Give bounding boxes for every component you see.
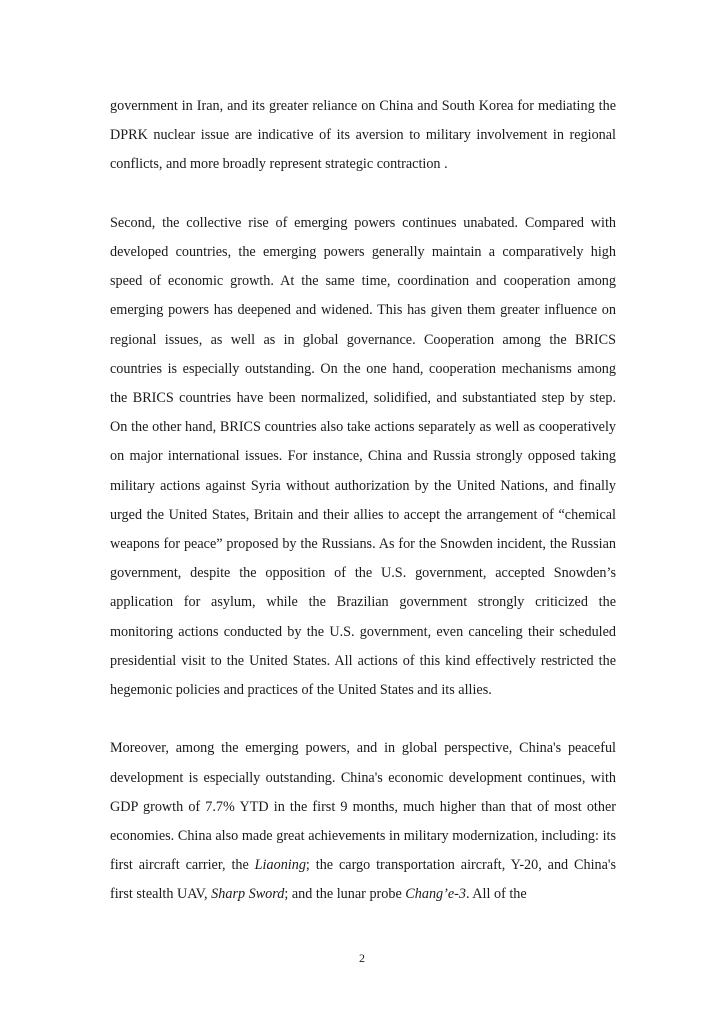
text-segment: . All of the [465,886,527,903]
ship-name-liaoning: Liaoning [254,857,306,874]
paragraph-china-development [110,734,616,909]
paragraph-iran-contraction: government in Iran, and its greater reliance on China and South Korea for mediating the DPRK nuclear issue are indicative of its aversion to military involvement in regional conflicts, and more broadly represent strategic contraction . [110,98,616,173]
text-segment: ; the cargo transportation aircraft, Y-20, and China's first stealth UAV, [110,857,617,903]
body-text [110,92,616,910]
page-number: 2 [359,951,365,965]
text-segment: ; and the lunar probe [284,886,406,903]
uav-name-sharp-sword: Sharp Sword [211,886,285,903]
paragraph-emerging-powers: Second, the collective rise of emerging powers continues unabated. Compared with developed countries, the emerging powers generally maintain a comparatively high speed of economic growth. At the same time, coordination and cooperation among emerging powers has deepened and widened. This has given them greater influence on regional issues, as well as in global governance. Cooperation among the BRICS countries is especially outstanding. On the one hand, cooperation mechanisms among the BRICS countries have been normalized, solidified, and substantiated step by step. On the other hand, BRICS countries also take actions separately as well as cooperatively on major international issues. For instance, China and Russia strongly opposed taking military actions against Syria without authorization by the United Nations, and finally urged the United States, Britain and their allies to accept the arrangement of “chemical weapons for peace” proposed by the Russians. As for the Snowden incident, the Russian government, despite the opposition of the U.S. government, accepted Snowden’s application for asylum, while the Brazilian government strongly criticized the monitoring actions conducted by the U.S. government, even canceling their scheduled presidential visit to the United States. All actions of this kind effectively restricted the hegemonic policies and practices of the United States and its allies. [110,214,616,699]
text-segment: Moreover, among the emerging powers, and in global perspective, China's peaceful development is especially outstanding. China's economic development continues, with GDP growth of 7.7% YTD in the first 9 months, much higher than that of most other economies. China also made great achievements in military modernization, including: its first aircraft carrier, the [110,740,616,874]
probe-name-change3: Chang’e-3 [405,886,466,903]
